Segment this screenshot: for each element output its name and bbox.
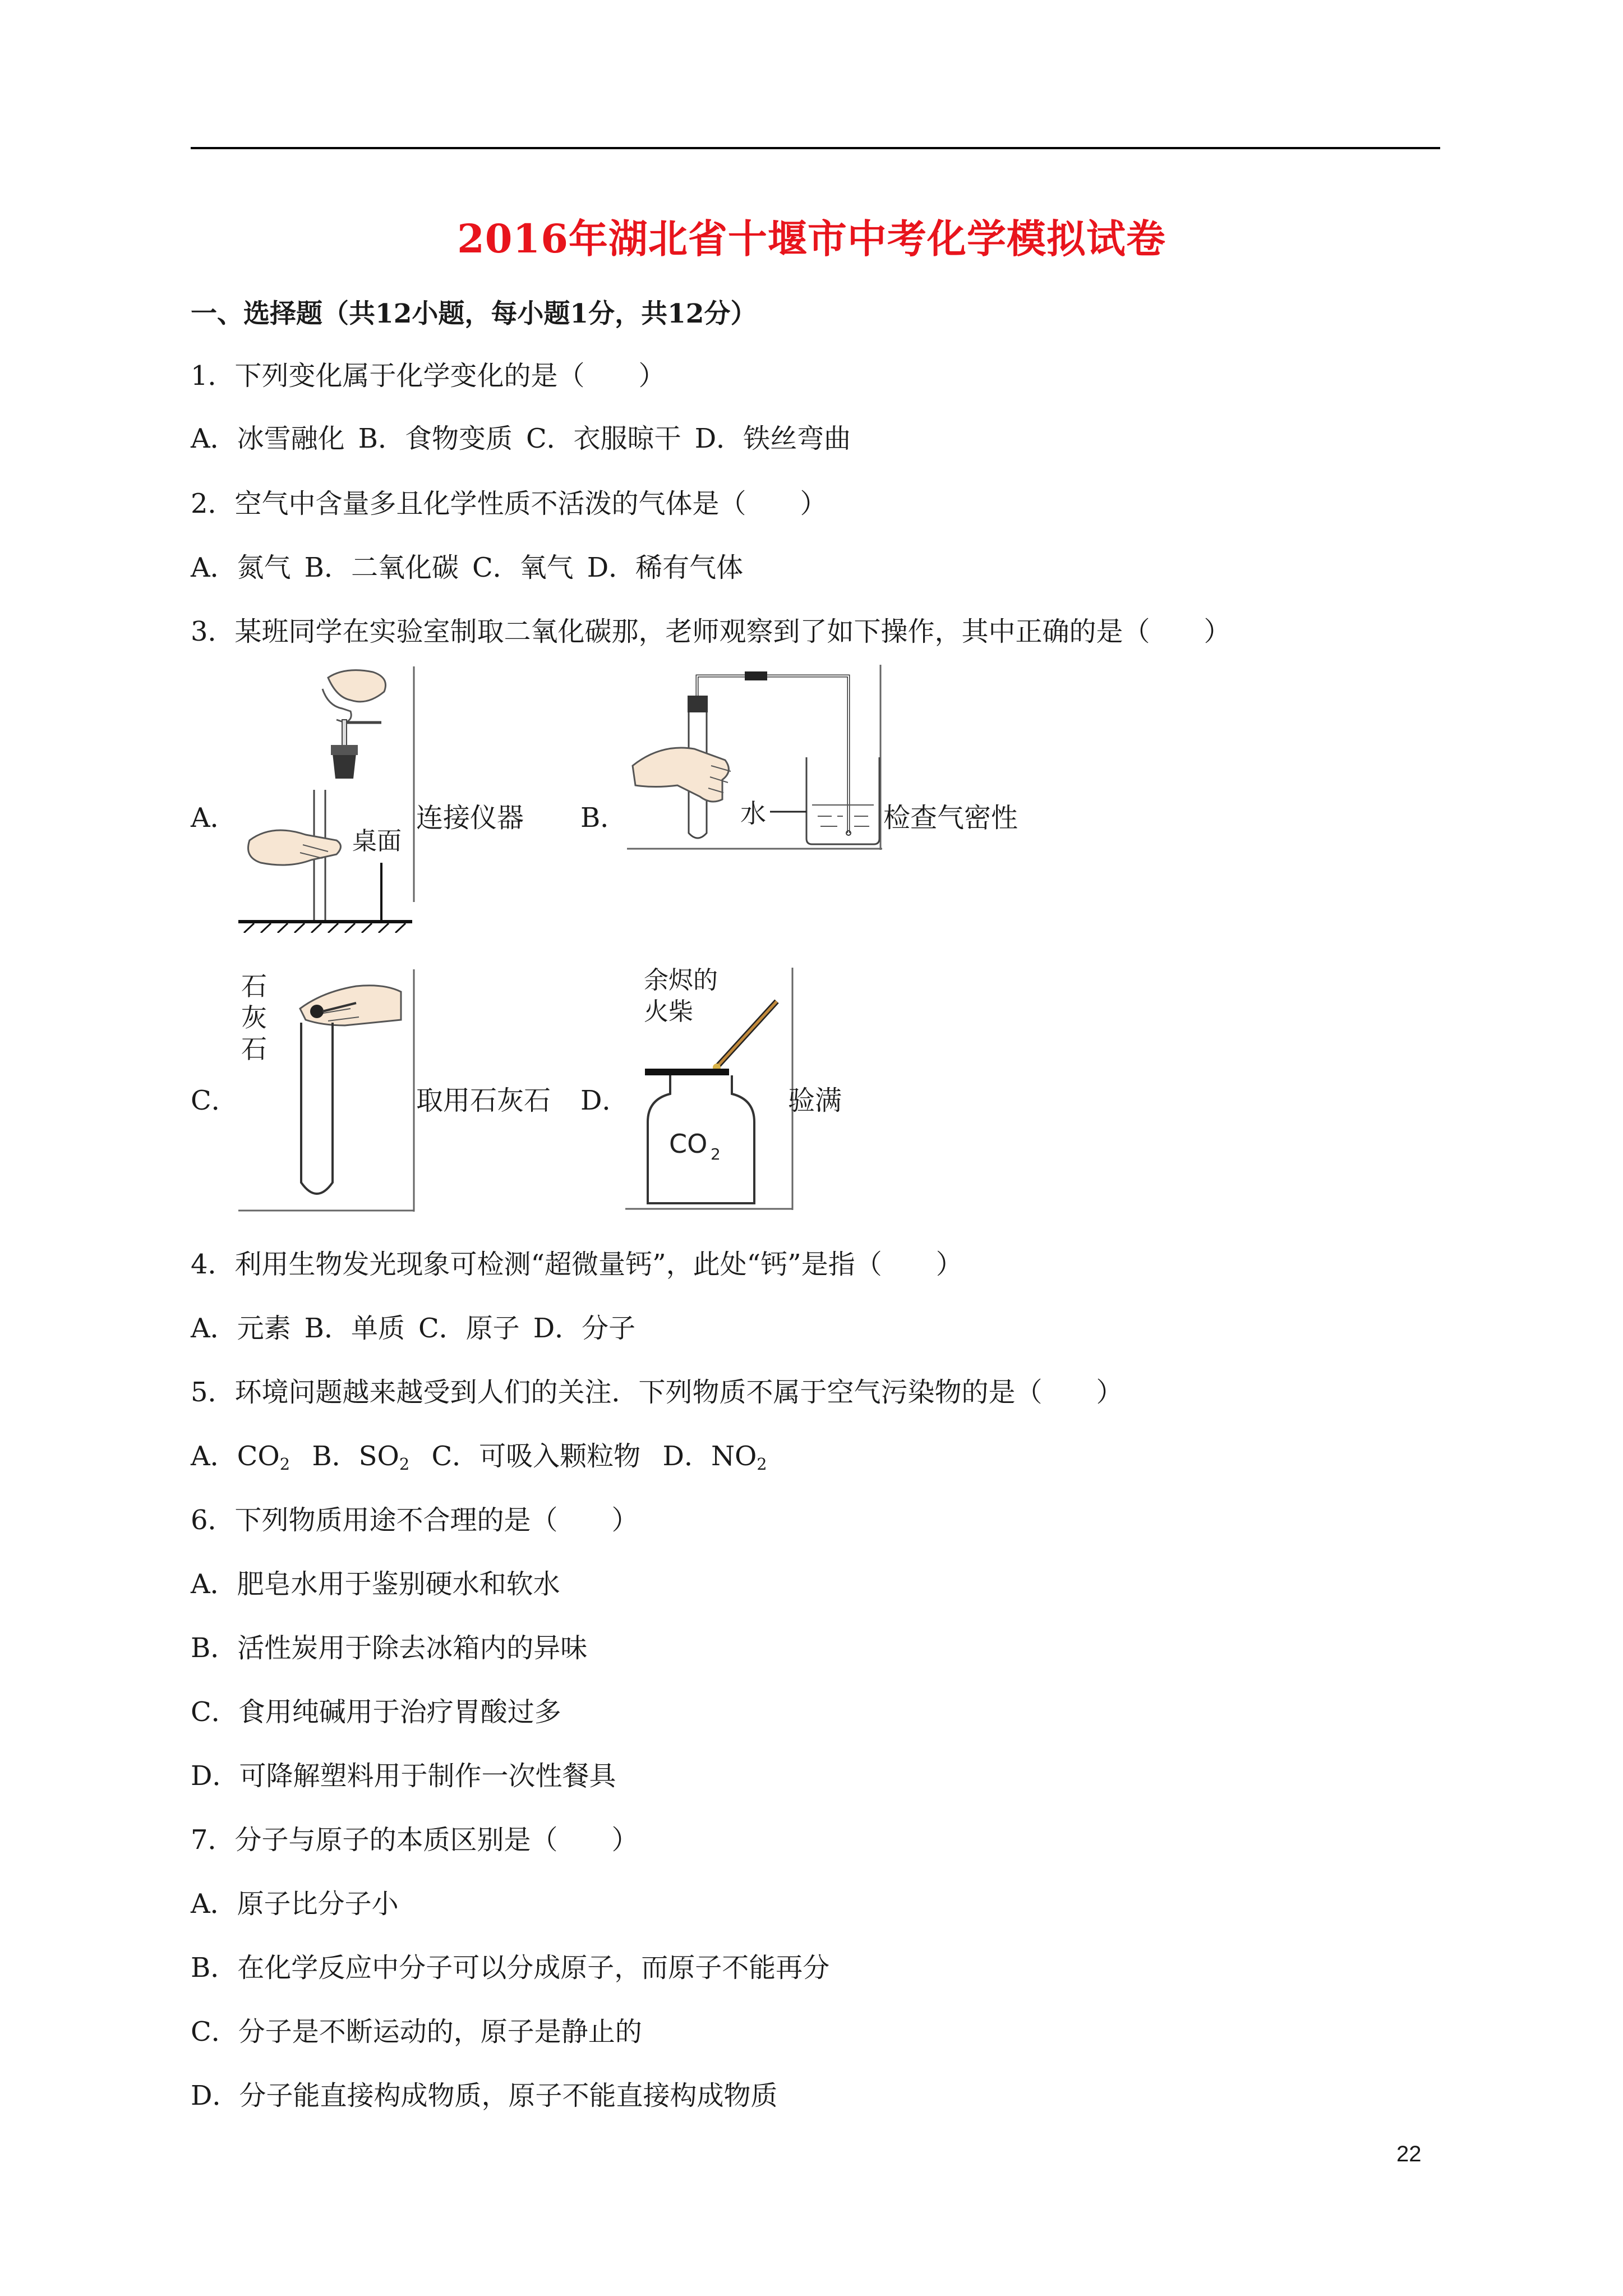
page-number: 22 [1396,2142,1422,2166]
option-a-sub: 2 [279,1455,291,1474]
option-c: C．原子 [418,1313,520,1344]
question-7-option-d: D．分子能直接构成物质，原子不能直接构成物质 [191,2080,778,2111]
option-b: B．二氧化碳 [304,552,459,583]
question-7-option-a: A．原子比分子小 [191,1888,399,1920]
ember-match-label [644,965,718,1028]
question-7-option-b: B．在化学反应中分子可以分成原子，而原子不能再分 [191,1952,830,1984]
option-a: A．氮气 [191,552,291,583]
option-d-text: D．NO [662,1441,757,1472]
option-a: A．冰雪融化 [191,423,345,454]
option-a [191,1439,290,1481]
question-6-option-d: D．可降解塑料用于制作一次性餐具 [191,1760,616,1792]
option-d: D．稀有气体 [587,552,744,583]
water-label: 水 [740,798,766,829]
question-3-stem: 3．某班同学在实验室制取二氧化碳那，老师观察到了如下操作，其中正确的是（ ） [191,616,1231,647]
question-1-options [191,422,864,455]
question-4-options [191,1312,649,1345]
option-d-letter: D． [580,1085,629,1116]
option-a-caption: 连接仪器 [416,802,524,834]
option-b-letter: B． [580,802,628,834]
question-6-stem: 6．下列物质用途不合理的是（ ） [191,1504,639,1536]
option-d: D．铁丝弯曲 [694,423,851,454]
header-rule [191,147,1440,149]
option-c-caption: 取用石灰石 [416,1085,551,1116]
option-b-text: B．SO [312,1441,399,1472]
question-7-stem: 7．分子与原子的本质区别是（ ） [191,1824,639,1856]
ember-match-label-1: 余烬的 [644,966,718,995]
option-c: C．可吸入颗粒物 [431,1441,641,1472]
option-d: D．分子 [533,1313,636,1344]
question-2-options [191,551,757,585]
limestone-label [241,970,267,1065]
question-6-option-c: C．食用纯碱用于治疗胃酸过多 [191,1696,561,1728]
svg-text:CO: CO [669,1129,708,1159]
question-6-option-b: B．活性炭用于除去冰箱内的异味 [191,1632,588,1664]
option-a-text: A．CO [191,1441,280,1472]
option-d [662,1439,767,1481]
option-a-letter: A． [191,802,237,834]
option-c-letter: C． [191,1085,238,1116]
option-c: C．氧气 [472,552,574,583]
question-6-option-a: A．肥皂水用于鉴别硬水和软水 [191,1568,560,1600]
svg-text:2: 2 [711,1145,721,1163]
option-d-sub: 2 [757,1455,767,1474]
option-c: C．衣服晾干 [525,423,681,454]
question-7-option-c: C．分子是不断运动的，原子是静止的 [191,2016,642,2047]
option-b [312,1439,409,1481]
question-5-stem: 5．环境问题越来越受到人们的关注．下列物质不属于空气污染物的是（ ） [191,1377,1123,1408]
question-2-stem: 2．空气中含量多且化学性质不活泼的气体是（ ） [191,488,827,519]
question-1-stem: 1．下列变化属于化学变化的是（ ） [191,360,666,392]
question-4-stem: 4．利用生物发光现象可检测“超微量钙”，此处“钙”是指（ ） [191,1249,963,1280]
limestone-label-1: 石 [241,971,267,1001]
option-a: A．元素 [191,1313,291,1344]
section-heading: 一、选择题（共12小题，每小题1分，共12分） [191,298,757,329]
option-b-sub: 2 [399,1455,410,1474]
page-title: 2016年湖北省十堰市中考化学模拟试卷 [457,215,1166,262]
option-d-caption: 验满 [788,1085,842,1116]
option-b: B．食物变质 [358,423,513,454]
limestone-label-3: 石 [241,1034,267,1064]
option-b: B．单质 [304,1313,405,1344]
limestone-label-2: 灰 [241,1002,267,1033]
question-5-options [191,1439,781,1481]
figure-connect-apparatus [238,666,415,933]
option-b-caption: 检查气密性 [883,802,1018,834]
desk-label: 桌面 [352,827,402,855]
ember-match-label-2: 火柴 [644,997,693,1026]
